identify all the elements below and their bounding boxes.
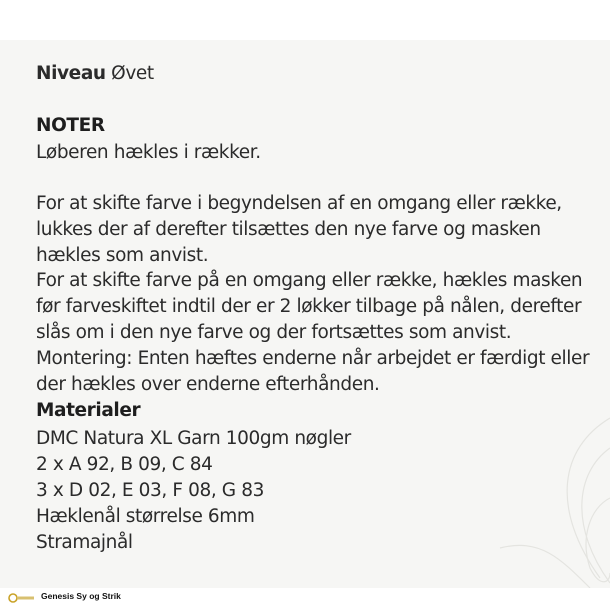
notes-text-line: slås om i den nye farve og der fortsættes som anvist.: [36, 322, 512, 343]
notes-text-line: Montering: Enten hæftes enderne når arbejdet er færdigt eller: [36, 348, 590, 369]
notes-intro: Løberen hækles i rækker.: [36, 142, 261, 163]
material-item: DMC Natura XL Garn 100gm nøgler: [36, 428, 351, 449]
decorative-swirl-graphic: [440, 388, 610, 588]
notes-text-line: lukkes der af derefter tilsættes den nye farve og masken: [36, 219, 541, 240]
notes-text-line: For at skifte farve på en omgang eller række, hækles masken: [36, 270, 583, 291]
footer-bar: [0, 588, 610, 610]
notes-heading: NOTER: [36, 115, 105, 136]
notes-text-line: før farveskiftet indtil der er 2 løkker tilbage på nålen, derefter: [36, 296, 582, 317]
notes-text-line: hækles som anvist.: [36, 245, 209, 266]
material-item: Hæklenål størrelse 6mm: [36, 506, 255, 527]
material-item: 3 x D 02, E 03, F 08, G 83: [36, 480, 264, 501]
level-line: [36, 61, 154, 86]
level-label: Niveau: [36, 63, 106, 84]
material-item: Stramajnål: [36, 532, 133, 553]
material-item: 2 x A 92, B 09, C 84: [36, 454, 213, 475]
materials-heading: Materialer: [36, 400, 141, 421]
notes-text-line: der hækles over enderne efterhånden.: [36, 374, 380, 395]
genesis-logo: [8, 591, 36, 605]
footer-brand: Genesis Sy og Strik: [41, 591, 121, 601]
notes-text-line: For at skifte farve i begyndelsen af en omgang eller række,: [36, 193, 562, 214]
level-value: Øvet: [111, 63, 154, 84]
